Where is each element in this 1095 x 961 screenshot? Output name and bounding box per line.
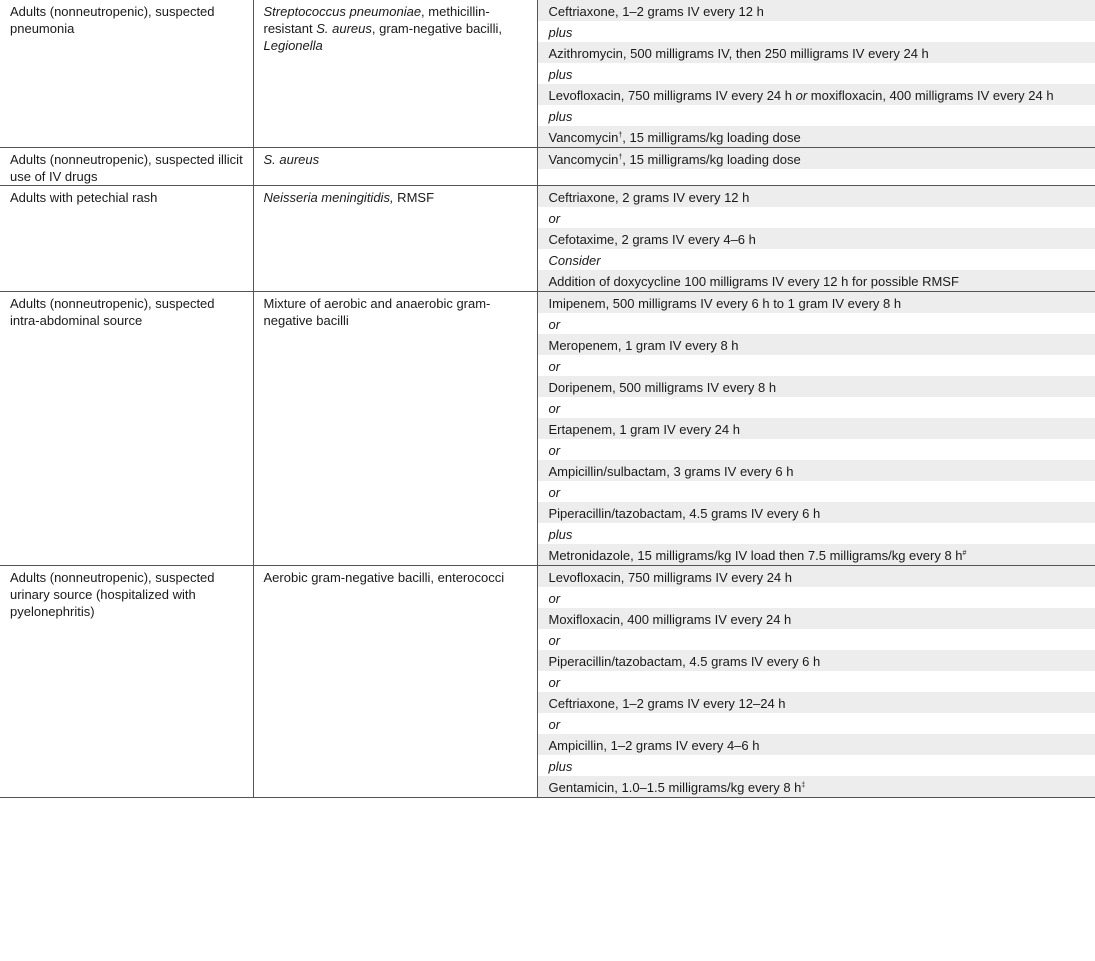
regimen-connector (538, 481, 1095, 502)
text-run: Mixture of aerobic and anaerobic gram-negative bacilli (263, 296, 491, 328)
text-run: Imipenem, 500 milligrams IV every 6 h to 1 gram IV every 8 h (548, 295, 902, 311)
text-run: or (548, 400, 561, 416)
text-run: or (548, 442, 561, 458)
regimen-line (538, 148, 1095, 169)
text-run: , gram-negative bacilli, (371, 21, 502, 36)
text-run: moxifloxacin, 400 milligrams IV every 24 h (807, 87, 1054, 103)
text-run: or (548, 716, 561, 732)
footnote-marker: ‡ (801, 781, 806, 789)
italic-text: Streptococcus pneumoniae (263, 4, 422, 19)
text-run: or (548, 210, 561, 226)
text-run: Doripenem, 500 milligrams IV every 8 h (548, 379, 777, 395)
text-run: Ampicillin, 1–2 grams IV every 4–6 h (548, 737, 760, 753)
text-run: Levofloxacin, 750 milligrams IV every 24 h (548, 569, 793, 585)
text-run: Levofloxacin, 750 milligrams IV every 24 h (548, 87, 796, 103)
regimen-connector (538, 671, 1095, 692)
regimen-line (538, 376, 1095, 397)
population-cell: Adults (nonneutropenic), suspected intra-abdominal source (0, 292, 253, 566)
regimen-connector (538, 249, 1095, 270)
regimen-line (538, 418, 1095, 439)
regimen-cell (537, 186, 1095, 292)
regimen-cell (537, 148, 1095, 186)
regimen-connector (538, 63, 1095, 84)
regimen-connector (538, 439, 1095, 460)
regimen-cell (537, 566, 1095, 798)
italic-text: S. aureus (263, 152, 320, 167)
footnote-marker: † (618, 153, 623, 161)
population-cell: Adults (nonneutropenic), suspected urinary source (hospitalized with pyelonephritis) (0, 566, 253, 798)
pathogens-cell (253, 186, 537, 292)
text-run: Ceftriaxone, 1–2 grams IV every 12–24 h (548, 695, 786, 711)
table-row (0, 292, 1095, 566)
text-run: Vancomycin (548, 151, 619, 167)
regimen-line (538, 544, 1095, 565)
regimen-line (538, 84, 1095, 105)
text-run: or (548, 484, 561, 500)
regimen-line (538, 126, 1095, 147)
regimen-line (538, 692, 1095, 713)
pathogens-cell (253, 292, 537, 566)
text-run: or (548, 358, 561, 374)
text-run: plus (548, 526, 573, 542)
population-cell: Adults (nonneutropenic), suspected illicit use of IV drugs (0, 148, 253, 186)
regimen-connector (538, 523, 1095, 544)
pathogens-cell (253, 566, 537, 798)
regimen-line (538, 608, 1095, 629)
text-run: plus (548, 108, 573, 124)
text-run: Cefotaxime, 2 grams IV every 4–6 h (548, 231, 756, 247)
regimen-connector (538, 755, 1095, 776)
regimen-connector (538, 587, 1095, 608)
regimen-line (538, 186, 1095, 207)
text-run: Consider (548, 252, 601, 268)
regimen-connector (538, 207, 1095, 228)
table-row (0, 186, 1095, 292)
regimen-connector (538, 21, 1095, 42)
regimen-line (538, 42, 1095, 63)
text-run: , methicillin-resistant (263, 4, 490, 36)
text-run: Aerobic gram-negative bacilli, enterococci (263, 570, 505, 585)
regimen-line (538, 566, 1095, 587)
text-run: , 15 milligrams/kg loading dose (622, 129, 801, 145)
text-run: Meropenem, 1 gram IV every 8 h (548, 337, 739, 353)
text-run: Gentamicin, 1.0–1.5 milligrams/kg every 8 h (548, 779, 802, 795)
table-row (0, 0, 1095, 148)
italic-text: Neisseria meningitidis, (263, 190, 394, 205)
regimen-line (538, 734, 1095, 755)
population-cell: Adults with petechial rash (0, 186, 253, 292)
text-run: Addition of doxycycline 100 milligrams IV every 12 h for possible RMSF (548, 273, 959, 289)
regimen-connector (538, 355, 1095, 376)
text-run: plus (548, 66, 573, 82)
regimen-cell (537, 0, 1095, 148)
text-run: plus (548, 24, 573, 40)
text-run: plus (548, 758, 573, 774)
regimen-connector (538, 713, 1095, 734)
text-run: Ceftriaxone, 1–2 grams IV every 12 h (548, 3, 764, 19)
regimen-connector (538, 629, 1095, 650)
text-run: Vancomycin (548, 129, 619, 145)
text-run: or (548, 316, 561, 332)
footnote-marker: † (618, 131, 623, 139)
regimen-line (538, 776, 1095, 797)
text-run: , 15 milligrams/kg loading dose (622, 151, 801, 167)
regimen-connector (538, 105, 1095, 126)
population-cell: Adults (nonneutropenic), suspected pneumonia (0, 0, 253, 148)
pathogens-cell (253, 148, 537, 186)
italic-text: S. aureus (316, 21, 372, 36)
regimen-line (538, 228, 1095, 249)
text-run: or (548, 674, 561, 690)
regimen-line (538, 650, 1095, 671)
text-run: RMSF (393, 190, 435, 205)
regimen-connector (538, 313, 1095, 334)
regimen-cell (537, 292, 1095, 566)
regimen-line (538, 460, 1095, 481)
italic-text: Legionella (263, 38, 323, 53)
italic-text: or (795, 87, 808, 103)
text-run: or (548, 590, 561, 606)
regimen-line (538, 502, 1095, 523)
footnote-marker: # (962, 549, 967, 557)
text-run: or (548, 632, 561, 648)
regimen-line (538, 334, 1095, 355)
pathogens-cell (253, 0, 537, 148)
regimen-line (538, 0, 1095, 21)
text-run: Ertapenem, 1 gram IV every 24 h (548, 421, 740, 437)
text-run: Moxifloxacin, 400 milligrams IV every 24 h (548, 611, 792, 627)
regimen-connector (538, 397, 1095, 418)
regimen-line (538, 270, 1095, 291)
table-row (0, 566, 1095, 798)
regimen-line (538, 292, 1095, 313)
text-run: Piperacillin/tazobactam, 4.5 grams IV every 6 h (548, 653, 821, 669)
text-run: Metronidazole, 15 milligrams/kg IV load then 7.5 milligrams/kg every 8 h (548, 547, 963, 563)
table-row (0, 148, 1095, 186)
text-run: Ceftriaxone, 2 grams IV every 12 h (548, 189, 750, 205)
text-run: Ampicillin/sulbactam, 3 grams IV every 6 h (548, 463, 794, 479)
text-run: Azithromycin, 500 milligrams IV, then 250 milligrams IV every 24 h (548, 45, 929, 61)
text-run: Piperacillin/tazobactam, 4.5 grams IV every 6 h (548, 505, 821, 521)
